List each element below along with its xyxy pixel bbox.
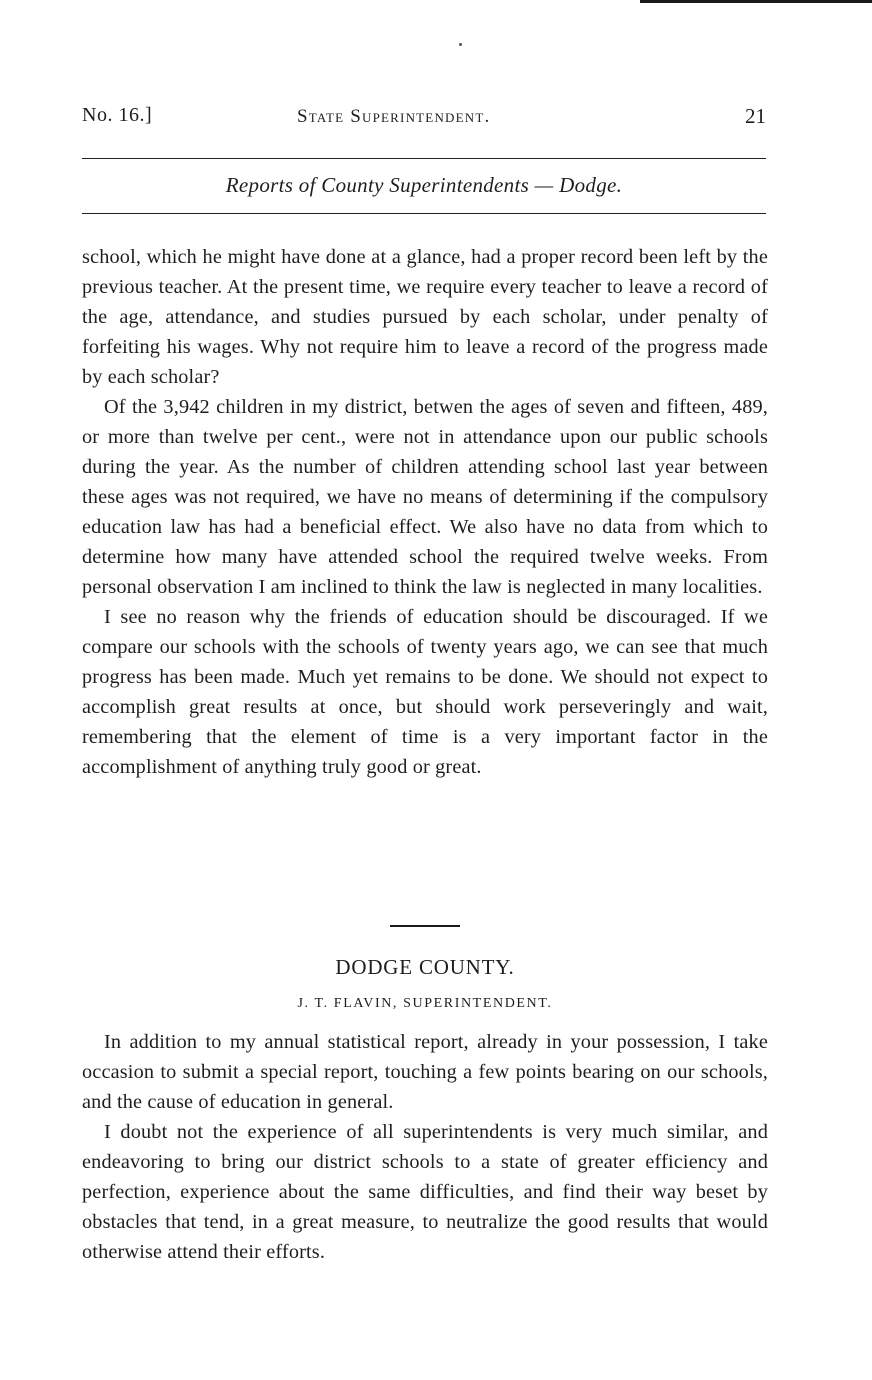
paragraph: I see no reason why the friends of education should be discouraged. If we compare our schools with the schools of twenty years ago, we can see that much progress has been made. Much yet remains to be done. We should not expect to accomplish great results at once, but should work perseveringly and wait, remembering that the element of time is a very important factor in the accomplishment of anything truly good or great. <box>82 606 768 778</box>
header-rule-top <box>82 158 766 159</box>
page-edge-rule <box>640 0 872 9</box>
paragraph: Of the 3,942 children in my district, betwen the ages of seven and fifteen, 489, or more than twelve per cent., were not in attendance upon our public schools during the year. As the number of children attending school last year between these ages was not required, we have no means of determining if the compulsory education law has had a beneficial effect. We also have no data from which to determine how many have attended school the required twelve weeks. From personal observation I am inclined to think the law is neglected in many localities. <box>82 396 768 598</box>
superintendent-byline: J. T. FLAVIN, SUPERINTENDENT. <box>297 996 553 1011</box>
paragraph: I doubt not the experience of all superintendents is very much similar, and endeavoring to bring our district schools to a state of greater efficiency and perfection, experience about the same difficulties, and find their way beset by obstacles that tend, in a great measure, to neutralize the good results that would otherwise attend their efforts. <box>82 1121 768 1263</box>
paragraph: school, which he might have done at a glance, had a proper record been left by the previous teacher. At the present time, we require every teacher to leave a record of the age, attendance, and studies pursued by each scholar, under penalty of forfeiting his wages. Why not require him to leave a record of the progress made by each scholar? <box>82 246 768 388</box>
county-title: DODGE COUNTY. <box>335 955 515 979</box>
print-speck <box>459 43 462 46</box>
section-divider <box>390 925 460 927</box>
continued-report-text <box>82 242 768 782</box>
header-rule-bottom <box>82 213 766 214</box>
section-heading: Reports of County Superintendents — Dodge. <box>225 173 623 197</box>
running-head <box>82 104 768 132</box>
dodge-county-report-text <box>82 1027 768 1267</box>
paragraph: In addition to my annual statistical report, already in your possession, I take occasion to submit a special report, touching a few points bearing on our schools, and the cause of education in general. <box>82 1031 768 1113</box>
running-title: State Superintendent. <box>297 106 491 127</box>
page-number: 21 <box>745 104 766 128</box>
document-number: No. 16.] <box>82 104 153 126</box>
